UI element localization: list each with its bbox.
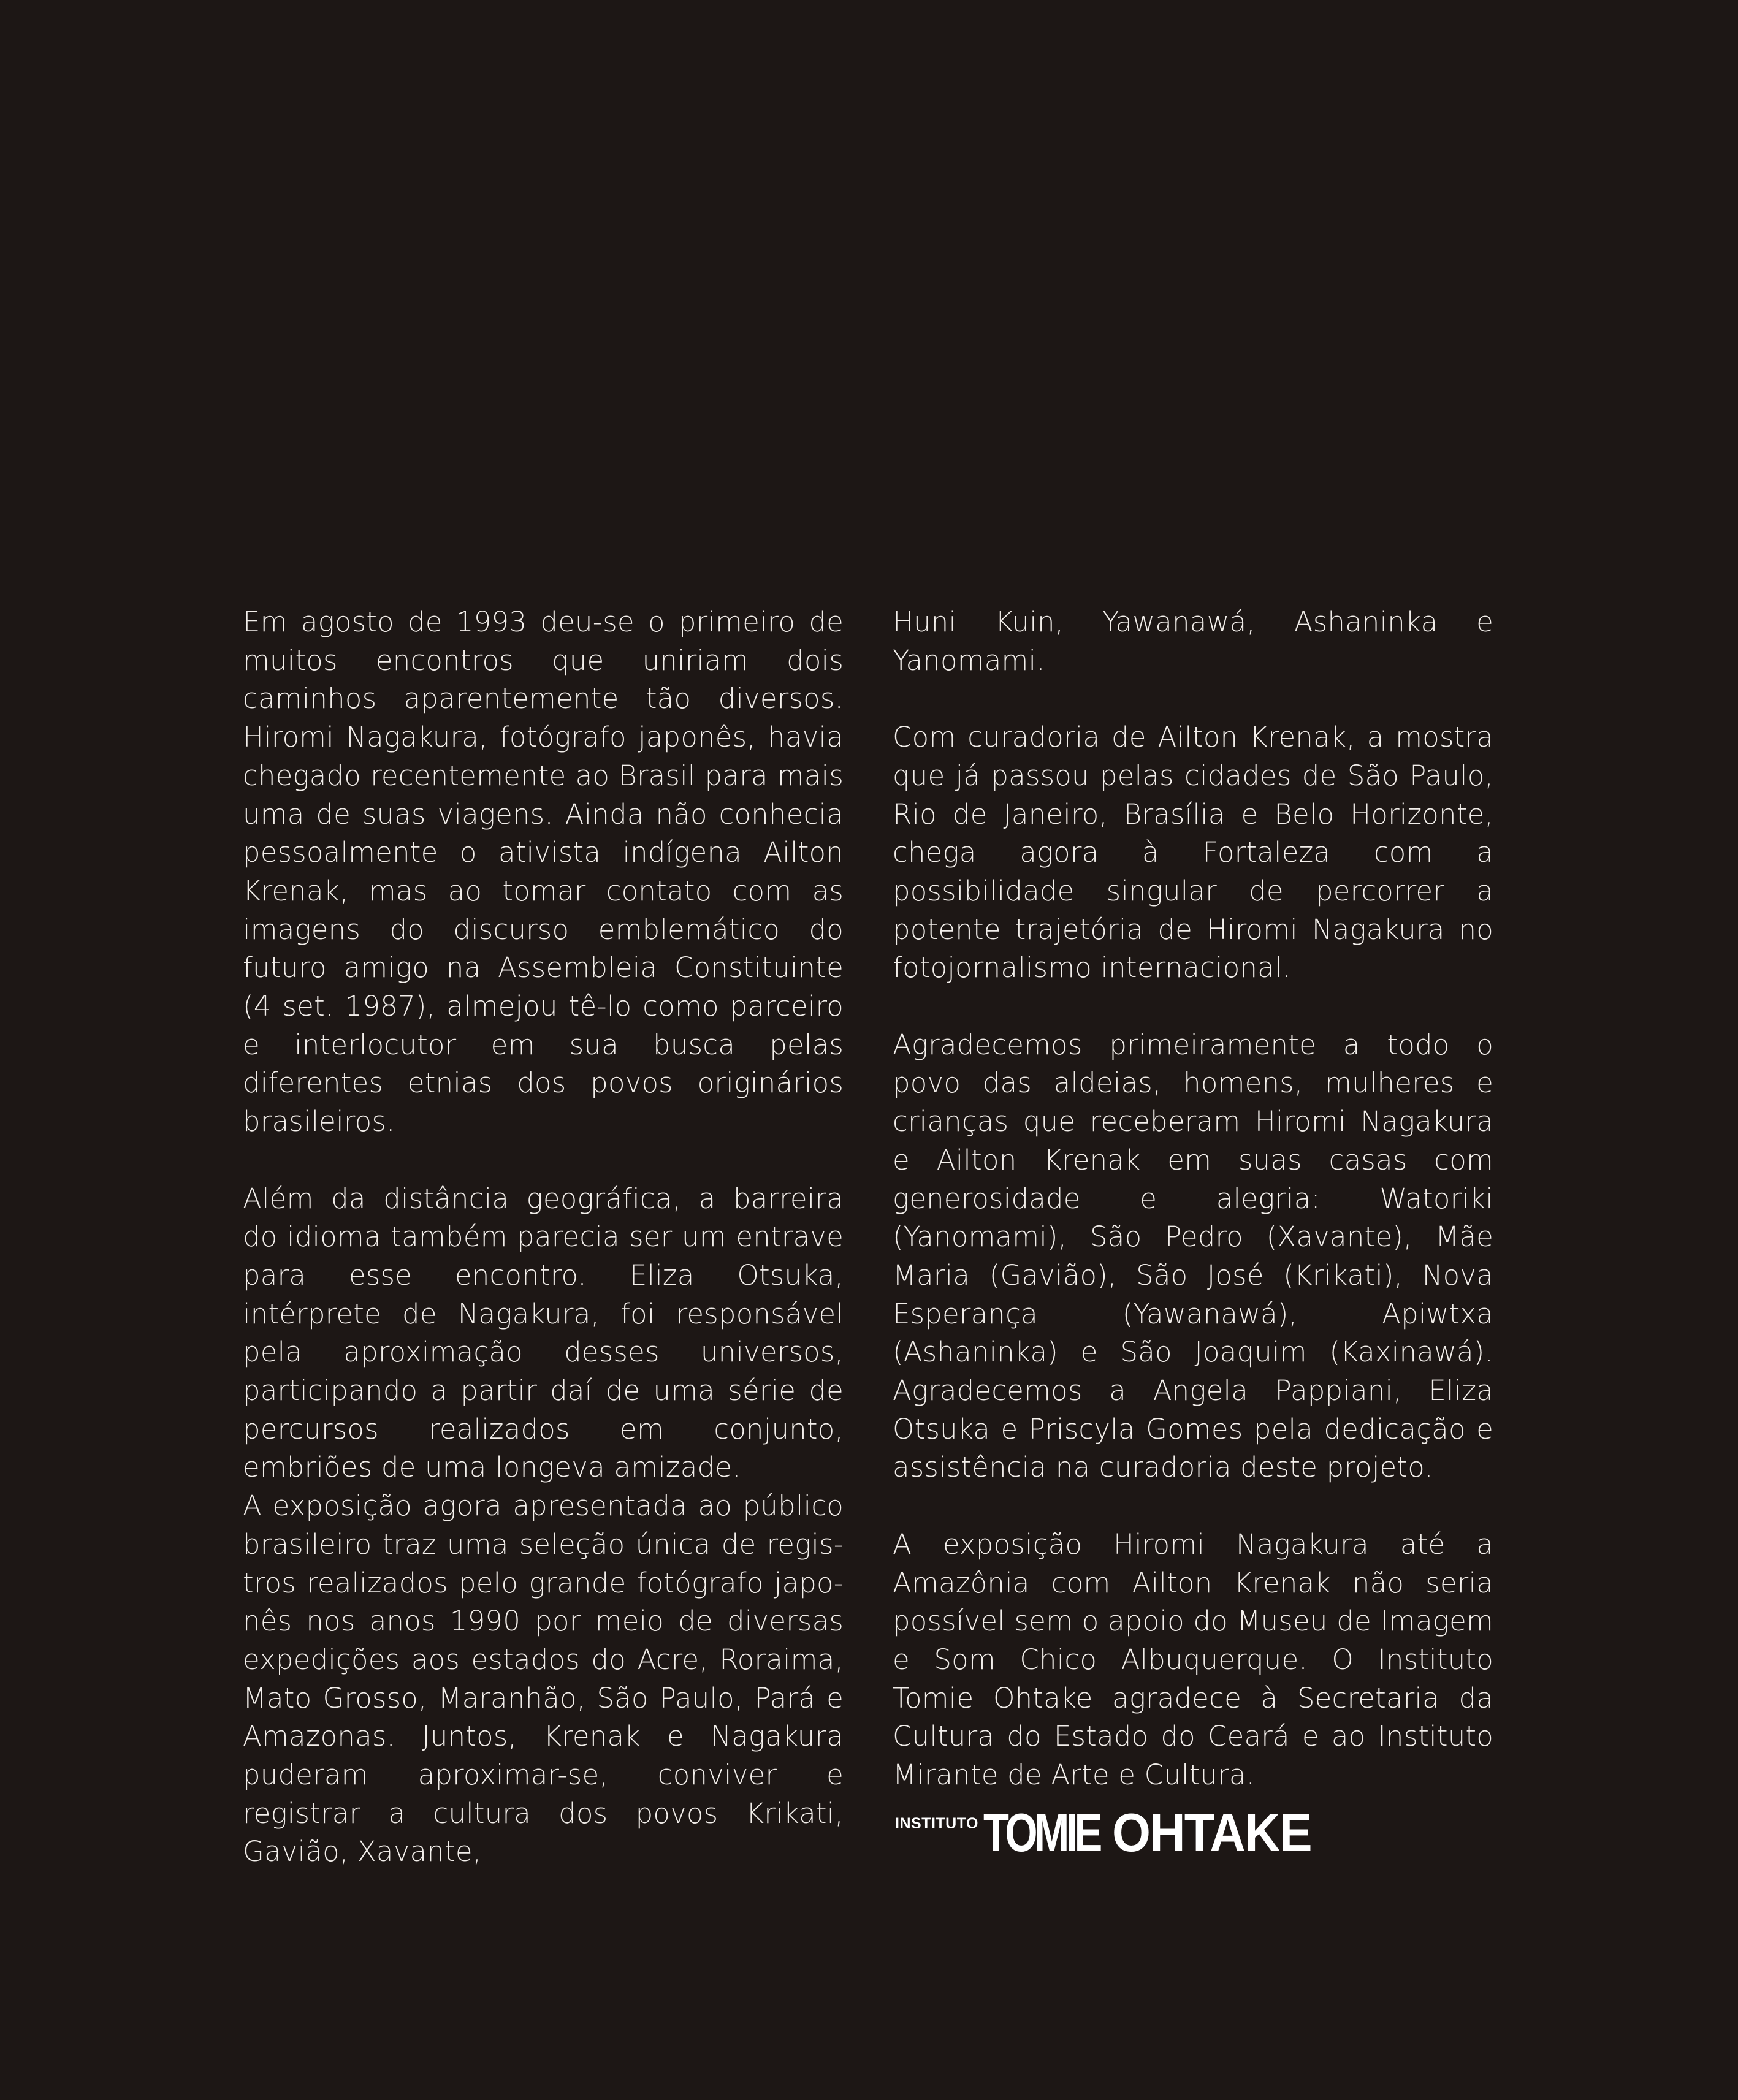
paragraph-peoples-continued: Huni Kuin, Yawanawá, Ashaninka e Yanomami. — [893, 606, 1493, 677]
paragraph-curatorship: Com curadoria de Ailton Krenak, a mostra que já passou pelas cidades de São Paulo, Rio de Janeiro, Brasília e Belo Horizonte, chega agora à Fortaleza com a possibilidade singular de percorrer a potente trajetória de Hiromi Nagakura no fotojornalismo internacional. — [893, 721, 1493, 984]
paragraph-exhibition: A exposição agora apresentada ao público brasileiro traz uma seleção única de registros realizados pelo grande fotógrafo japonês nos anos 1990 por meio de diversas expedições aos estados do Acre, Roraima, Mato Grosso, Maranhão, São Paulo, Pará e Amazonas. Juntos, Krenak e Nagakura puderam aproximar-se, conviver e registrar a cultura dos povos Krikati, Gavião, Xavante, — [243, 1489, 844, 1868]
text-column-right — [893, 603, 1493, 1795]
instituto-tomie-ohtake-logo — [895, 1801, 1328, 1863]
paragraph-support: A exposição Hiromi Nagakura até a Amazônia com Ailton Krenak não seria possível sem o apoio do Museu de Imagem e Som Chico Albuquerque. O Instituto Tomie Ohtake agradece à Secretaria da Cultura do Estado do Ceará e ao Instituto Mirante de Arte e Cultura. — [893, 1527, 1493, 1792]
logo-name-tomie: TOMIE — [983, 1802, 1099, 1863]
paragraph-language-barrier: Além da distância geográfica, a barreira do idioma também parecia ser um entrave para esse encontro. Eliza Otsuka, intérprete de Nagakura, foi responsável pela aproximação desses universos, participando a partir daí de uma série de percursos realizados em conjunto, embriões de uma longeva amizade. — [243, 1182, 844, 1484]
logo-name-ohtake: OHTAKE — [1111, 1802, 1311, 1863]
paragraph-acknowledgements: Agradecemos primeiramente a todo o povo das aldeias, homens, mulheres e crianças que receberam Hiromi Nagakura e Ailton Krenak em suas casas com generosidade e alegria: Watoriki (Yanomami), São Pedro (Xavante), Mãe Maria (Gavião), São José (Krikati), Nova Esperança (Yawanawá), Apiwtxa (Ashaninka) e São Joaquim (Kaxinawá). Agradecemos a Angela Pappiani, Eliza Otsuka e Priscyla Gomes pela dedicação e assistência na curadoria deste projeto. — [893, 1028, 1493, 1484]
paragraph-intro: Em agosto de 1993 deu-se o primeiro de muitos encontros que uniriam dois caminhos aparentemente tão diversos. Hiromi Nagakura, fotógrafo japonês, havia chegado recentemente ao Brasil para mais uma de suas viagens. Ainda não conhecia pessoalmente o ativista indígena Ailton Krenak, mas ao tomar contato com as imagens do discurso emblemático do futuro amigo na Assembleia Constituinte (4 set. 1987), almejou tê-lo como parceiro e interlocutor em sua busca pelas diferentes etnias dos povos originários brasileiros. — [243, 606, 844, 1138]
text-column-left — [243, 603, 844, 1871]
logo-prefix: INSTITUTO — [895, 1815, 978, 1832]
